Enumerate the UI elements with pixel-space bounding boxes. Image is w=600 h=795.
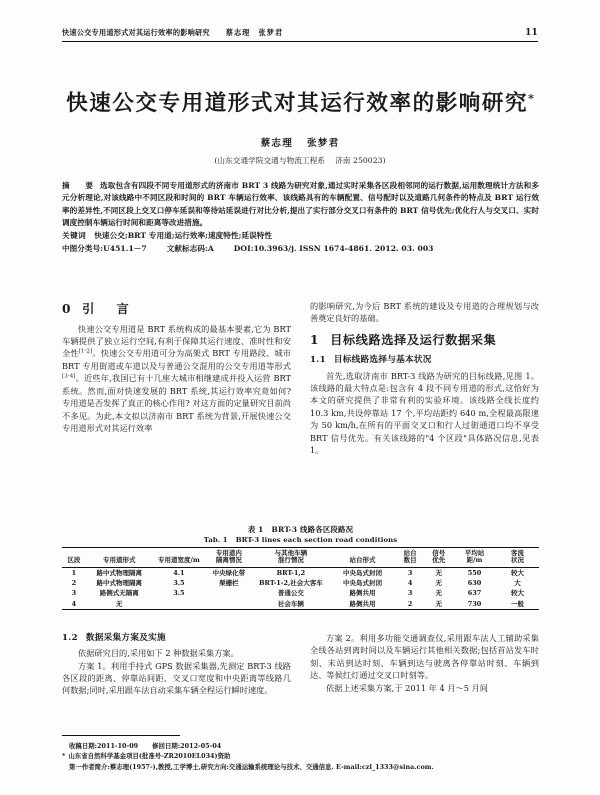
section-0-number: 0: [62, 302, 72, 316]
table-cell: 大: [514, 578, 521, 587]
author-list: [0, 135, 600, 149]
table-1-container: [62, 524, 539, 610]
section-1-title: 目标线路选择及运行数据采集: [330, 332, 497, 347]
table-cell: 无: [435, 568, 442, 577]
citation-ref-2: [3-4]: [62, 373, 76, 380]
table-cell: 无: [435, 578, 442, 587]
table-column-header: 客流 状况: [496, 548, 539, 568]
table-cell: 3: [71, 589, 77, 598]
table-header: [62, 548, 539, 568]
page-number: 11: [525, 28, 538, 38]
footnote-rule: [62, 735, 180, 736]
table-row: [62, 599, 539, 610]
title-footnote-mark: *: [528, 91, 534, 105]
section-1-2-paragraph-1: 依据研究目的,采用如下 2 种数据采集方案。: [78, 648, 239, 659]
table-caption-en: [62, 536, 539, 544]
affiliation-institute: (山东交通学院交通与物流工程系: [214, 156, 326, 165]
table-cell: 无: [435, 589, 442, 598]
funding-text: 山东省自然科学基金项目(批准号-ZR2010EL034)资助: [68, 752, 231, 761]
citation-ref-1: [1-2]: [78, 348, 93, 355]
clc-label: 中图分类号: [62, 244, 101, 254]
revised-value: 2012-05-04: [180, 742, 222, 750]
section-heading-0: [62, 300, 291, 319]
affiliation: [0, 155, 600, 166]
table-caption-en-number: Tab. 1: [203, 536, 228, 544]
running-head: [62, 28, 538, 38]
doi-segment: DOI:10.3963/j. ISSN 1674-4861. 2012. 03. 003: [233, 244, 434, 254]
table-cell: 中央岛式封闭: [342, 568, 382, 577]
abstract-block: [62, 180, 539, 256]
table-cell: [153, 599, 205, 610]
table-cell: 2: [71, 578, 77, 587]
table-cell: 一般: [496, 599, 539, 610]
keywords-label: 关键词: [62, 231, 87, 241]
table-column-header: 平均站 距/m: [453, 548, 496, 568]
table-header-row: [62, 548, 539, 568]
section-0-paragraph: [62, 323, 291, 435]
doc-code-segment: 文献标志码:A: [166, 244, 214, 254]
page-title: [0, 86, 600, 117]
column-left-lower: [62, 632, 291, 697]
running-head-authors: 蔡志理 张梦君: [225, 28, 284, 37]
table-cell: [205, 589, 253, 599]
affiliation-city: 济南: [335, 156, 351, 165]
classification-line: [62, 243, 539, 255]
table-caption-cn-text: BRT-3 线路各区段路况: [271, 525, 354, 534]
table-caption-cn-number: 表 1: [247, 525, 264, 534]
clc-value: U451.1－7: [103, 244, 147, 254]
affiliation-zip: 250023): [353, 156, 386, 165]
table-row: [62, 578, 539, 588]
table-cell: 4: [407, 578, 413, 587]
table-cell: 630: [467, 578, 482, 587]
section-heading-1-2: [62, 632, 291, 645]
section-1-2-paragraph-3: 方案 2。利用多功能交通调查仪,采用跟车法人工辅助采集全线各站到离时间以及车辆运行其他相关数据;包括首站发车时刻、末站到达时刻、车辆到达与驶离各停靠站时刻、车辆到达、等候红灯通过交叉口时刻等。: [310, 633, 539, 681]
article-title: 快速公交专用道形式对其运行效率的影响研究: [66, 91, 529, 116]
bio-label: 第一作者简介: [69, 762, 108, 771]
header-rule: [62, 41, 538, 42]
section-1-1-number: 1.1: [310, 355, 326, 366]
section-heading-1: [310, 331, 539, 350]
footnote-dates: 收稿日期:2011-10-09 修回日期:2012-05-04: [69, 742, 222, 750]
section-heading-1-1: [310, 354, 539, 367]
table-cell: [205, 599, 253, 610]
table-cell: 550: [467, 568, 482, 577]
table-cell: 中央绿化带: [212, 568, 246, 577]
table-row: [62, 589, 539, 599]
table-cell: 637: [467, 589, 482, 598]
section-0-title: 引 言: [82, 302, 134, 316]
table-column-header: 站台形式: [329, 548, 396, 568]
table-cell: 路中式物理隔离: [96, 578, 142, 587]
road-conditions-table: [62, 547, 539, 610]
section-1-2-title: 数据采集方案及实施: [85, 633, 166, 643]
section-1-1-title: 目标线路选择与基本状况: [333, 355, 432, 366]
keywords-line: [62, 230, 539, 242]
table-cell: 4.1: [173, 568, 185, 577]
table-cell: 4: [62, 599, 86, 610]
received-label: 收稿日期: [69, 742, 95, 750]
table-cell: 较大: [510, 568, 524, 577]
doi-value: 10.3963/j. ISSN 1674-4861. 2012. 03. 003: [253, 244, 434, 254]
section-1-1-paragraph: 首先,选取济南市 BRT-3 线路为研究的目标线路,见图 1。该线路的最大特点是:包含有 4 段不同专用道的形式,这恰好为本文的研究提供了非常有利的实验环境。该线路全线长度约 10.3 km,共设停靠站 17 个,平均站距约 640 m,全程最高限速为 50 km/h,在所有的平面交叉口和行人过街通道口均不享受 BRT 信号优先。有关该线路的"4 个区段"具体路况信息,见表 1。: [310, 370, 539, 456]
section-1-2-paragraph-2: 方案 1。利用手持式 GPS 数据采集器,先测定 BRT-3 线路各区段的距离、停靠站间距、交叉口宽度和中央距离等线路几何数据;同时,采用跟车法自动采集车辆全程运行瞬时速度。: [62, 660, 291, 696]
section-1-2-paragraph-4: 依据上述采集方案,于 2011 年 4 月～5 月间: [326, 682, 489, 693]
s0-text-a: 快速公交专用道是 BRT 系统构成的最基本要素,它为 BRT 车辆提供了独立运行空间,有利于保障其运行速度、准时性和安全性: [62, 323, 291, 359]
table-row: [62, 567, 539, 578]
table-body: [62, 567, 539, 609]
table-cell: 3: [407, 589, 413, 598]
received-value: 2011-10-09: [97, 742, 139, 750]
table-caption-en-text: BRT-3 lines each section road conditions: [235, 536, 398, 544]
table-cell: 中央岛式封闭: [342, 578, 382, 587]
table-column-header: 站台 数目: [396, 548, 425, 568]
table-cell: 无: [86, 599, 153, 610]
revised-label: 修回日期: [152, 742, 178, 750]
table-column-header: 专用道宽度/m: [153, 548, 205, 568]
table-cell: 730: [453, 599, 496, 610]
table-cell: 2: [396, 599, 425, 610]
table-cell: 社会车辆: [253, 599, 329, 610]
table-column-header: 区段: [62, 548, 86, 568]
s0-text-c: 。近些年,我国已有十几座大城市相继建成并投入运营 BRT 系统。然而,面对快速发展的 BRT 系统,其运行效率究竟如何? 专用道是否发挥了真正的核心作用? 对这方面的定量研究目前尚不多见。为此,本文拟以济南市 BRT 系统为背景,开展快速公交专用道形式对其运行效率: [62, 373, 291, 434]
abstract-paragraph: [62, 180, 539, 229]
section-1-2-number: 1.2: [62, 633, 78, 643]
table-cell: 普通公交: [277, 589, 304, 598]
clc-segment: 中图分类号:U451.1－7: [62, 244, 147, 254]
table-caption-cn: [62, 524, 539, 535]
bio-text: 蔡志理(1957-),教授,工学博士,研究方向:交通运输系统理论与技术、交通信息. E-mail:czl_1333@sina.com.: [109, 762, 434, 771]
footnote-author-bio: 第一作者简介:蔡志理(1957-),教授,工学博士,研究方向:交通运输系统理论与技术、交通信息. E-mail:czl_1333@sina.com.: [69, 762, 434, 771]
running-head-left: [62, 28, 283, 38]
table-cell: BRT-1,2: [276, 568, 306, 577]
column-right-lower: [310, 632, 539, 694]
table-cell: 路中式物理隔离: [96, 568, 142, 577]
running-head-title: 快速公交专用道形式对其运行效率的影响研究: [62, 28, 210, 37]
table-cell: 3.5: [173, 589, 185, 598]
funding-mark: *: [62, 752, 66, 761]
table-cell: 较大: [510, 589, 524, 598]
author-first: 蔡志理: [260, 138, 293, 149]
footnote-funding: [62, 751, 539, 761]
doc-code-label: 文献标志码: [166, 244, 205, 254]
table-cell: 1: [71, 568, 77, 577]
table-cell: 栗栅栏: [219, 578, 239, 587]
keywords-text: 快速公交;BRT 专用道;运行效率;速度特性;延误特性: [94, 231, 273, 241]
footnote-block: [62, 741, 539, 772]
s0-text-b: 。快速公交专用道可分为高架式 BRT 专用路段、城市 BRT 专用街道或车道以及与普通公交混用的公交专用道等形式: [62, 348, 291, 371]
table-column-header: 专用道形式: [86, 548, 153, 568]
table-cell: 无: [424, 599, 453, 610]
column-right-upper: [310, 300, 539, 457]
abstract-text: 选取包含有四段不同专用道形式的济南市 BRT 3 线路为研究对象,通过实时采集各区段相邻同的运行数据,运用数理统计方法和多元分析理论,对该线路中不同区段和时间的 BRT 车辆运行效率、该线路具有的车辆配置、信号配时以及道路几何条件的特点及 BRT 运行效率的差异性,不同区段上交叉口停车延误和等待站延误进行对比分析,提出了实行部分交叉口有条件的 BRT 信号优先;优化行人与交叉口、实时调度控制车辆运行时间和距离等改进措施。: [62, 181, 539, 227]
table-cell: 路侧共用: [329, 599, 396, 610]
author-second: 张梦君: [307, 138, 340, 149]
table-column-header: 信号 优先: [424, 548, 453, 568]
section-0-paragraph-cont: 的影响研究,为今后 BRT 系统的建设及专用道的合理规划与改善奠定良好的基础。: [310, 301, 539, 324]
doc-code-value: A: [207, 244, 214, 254]
column-left-upper: [62, 300, 291, 435]
table-cell: 路侧式无隔离: [99, 589, 139, 598]
section-1-number: 1: [310, 332, 320, 347]
doi-label: DOI: [233, 244, 251, 254]
abstract-label: 摘 要: [62, 181, 98, 190]
table-column-header: 与其他车辆 混行情况: [253, 548, 329, 568]
table-column-header: 专用道内 隔离情况: [205, 548, 253, 568]
table-cell: 3.5: [173, 578, 185, 587]
table-cell: 3: [407, 568, 413, 577]
table-cell: BRT-1-2,社会大客车: [259, 578, 323, 587]
table-cell: 路侧共用: [349, 589, 376, 598]
